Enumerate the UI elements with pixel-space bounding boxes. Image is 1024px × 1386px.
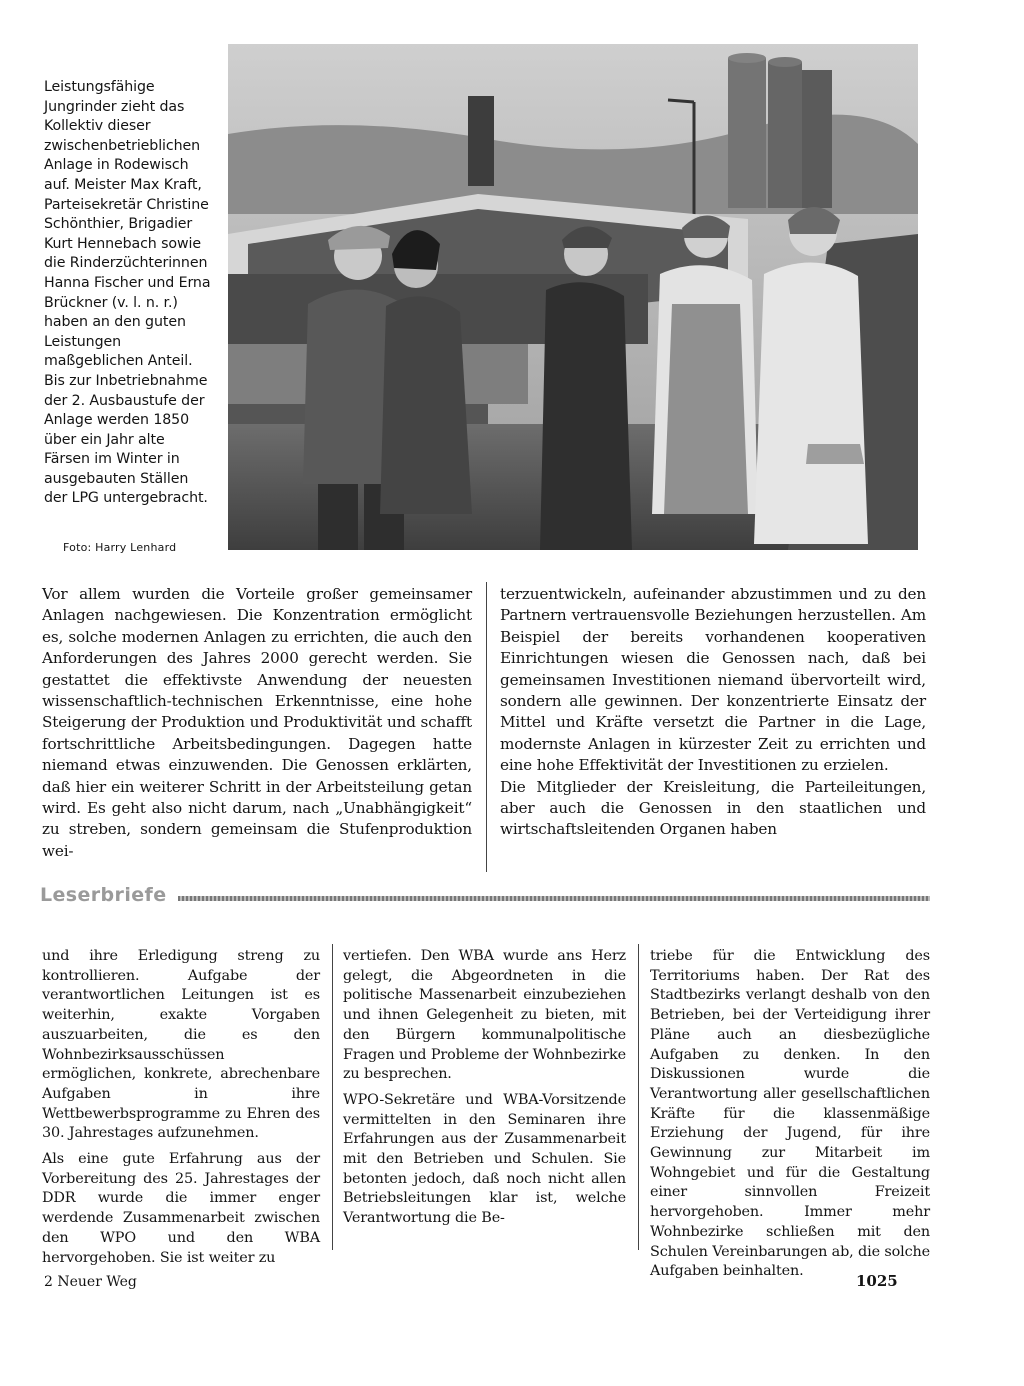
column-divider [486, 582, 487, 872]
column-divider [332, 944, 333, 1250]
section-title: Leserbriefe [40, 884, 167, 906]
publication-footer: 2 Neuer Weg [44, 1274, 137, 1290]
silo-towers [728, 53, 832, 208]
photo-credit: Foto: Harry Lenhard [63, 541, 177, 554]
letters-paragraph: Als eine gute Erfahrung aus der Vorbereitung des 25. Jahrestages der DDR wurde die immer enger werdende Zusammenarbeit zwischen den WPO und den WBA hervorgehoben. Sie ist weiter zu [42, 1151, 320, 1266]
article-upper-right-column [500, 584, 926, 841]
article-paragraph: Die Mitglieder der Kreisleitung, die Parteileitungen, aber auch die Genossen in den staatlichen und wirtschaftsleitenden Organen haben [500, 777, 926, 839]
letters-paragraph: vertiefen. Den WBA wurde ans Herz gelegt, die Abgeordneten in die politische Massenarbeit einzubeziehen und ihnen Gelegenheit zu bieten, mit den Bürgern kommunalpolitische Fragen und Probleme der Wohnbezirke zu besprechen. [343, 948, 626, 1083]
column-divider [638, 944, 639, 1250]
letters-column-2 [343, 947, 626, 1229]
article-paragraph: Vor allem wurden die Vorteile großer gemeinsamer Anlagen nachgewiesen. Die Konzentration ermöglicht es, solche modernen Anlagen zu errichten, die auch den Anforderungen des Jahres 2000 gerecht werden. Sie gestattet die effektivste Anwendung der neuesten wissenschaftlich-technischen Erkenntnisse, eine hohe Steigerung der Produktion und Produktivität und schafft fortschrittliche Arbeitsbedingungen. Dagegen hatte niemand etwas einzuwenden. Die Genossen erklärten, daß hier ein weiterer Schritt in der Arbeitsteilung getan wird. Es geht also nicht darum, nach „Unabhängigkeit“ zu streben, sondern gemeinsam die Stufenproduktion wei- [42, 585, 472, 860]
article-upper-left-column [42, 584, 472, 862]
letters-paragraph: und ihre Erledigung streng zu kontrollieren. Aufgabe der verantwortlichen Leitungen ist es weiterhin, exakte Vorgaben auszuarbeiten, die es den Wohnbezirksausschüssen ermöglichen, konkrete, abrechenbare Aufgaben in ihre Wettbewerbsprogramme zu Ehren des 30. Jahrestages aufzunehmen. [42, 948, 320, 1142]
farm-workers-photo [228, 44, 918, 550]
letters-paragraph: triebe für die Entwicklung des Territoriums haben. Der Rat des Stadtbezirks verlangt deshalb von den Betrieben, bei der Verteidigung ihrer Pläne auch an diesbezügliche Aufgaben zu denken. In den Diskussionen wurde die Verantwortung aller gesellschaftlichen Kräfte für die klassenmäßige Erziehung der Jugend, für ihre Gewinnung zur Mitarbeit im Wohngebiet und für die Gestaltung einer sinnvollen Freizeit hervorgehoben. Immer mehr Wohnbezirke schließen mit den Schulen Vereinbarungen ab, die solche Aufgaben beinhalten. [650, 948, 930, 1280]
chimney [468, 96, 494, 186]
page-number: 1025 [856, 1272, 898, 1290]
letters-column-3 [650, 947, 930, 1282]
section-rule [178, 896, 930, 901]
photo-caption: Leistungsfähige Jungrinder zieht das Kollektiv dieser zwischenbetrieblichen Anlage in Rodewisch auf. Meister Max Kraft, Parteisekretär Christine Schönthier, Brigadier Kurt Hennebach sowie die Rinderzüchterinnen Hanna Fischer und Erna Brückner (v. l. n. r.) haben an den guten Leistungen maßgeblichen Anteil. Bis zur Inbetriebnahme der 2. Ausbaustufe der Anlage werden 1850 über ein Jahr alte Färsen im Winter in ausgebauten Ställen der LPG untergebracht. [44, 79, 211, 507]
letters-paragraph: WPO-Sekretäre und WBA-Vorsitzende vermittelten in den Seminaren ihre Erfahrungen aus der Zusammenarbeit mit den Betrieben und Schulen. Sie betonten jedoch, daß noch nicht allen Betriebsleitungen klar ist, welche Verantwortung die Be- [343, 1091, 626, 1227]
letters-column-1 [42, 947, 320, 1268]
section-header [40, 882, 930, 912]
photograph [228, 44, 918, 550]
article-paragraph: terzuentwickeln, aufeinander abzustimmen und zu den Partnern vertrauensvolle Beziehungen herzustellen. Am Beispiel der bereits vorhandenen kooperativen Einrichtungen wiesen die Genossen nach, daß bei gemeinsamen Investitionen niemand übervorteilt wird, sondern alle gewinnen. Der konzentrierte Einsatz der Mittel und Kräfte versetzt die Partner in die Lage, modernste Anlagen in kürzester Zeit zu errichten und eine hohe Effektivität der Investitionen zu erzielen. [500, 585, 926, 775]
